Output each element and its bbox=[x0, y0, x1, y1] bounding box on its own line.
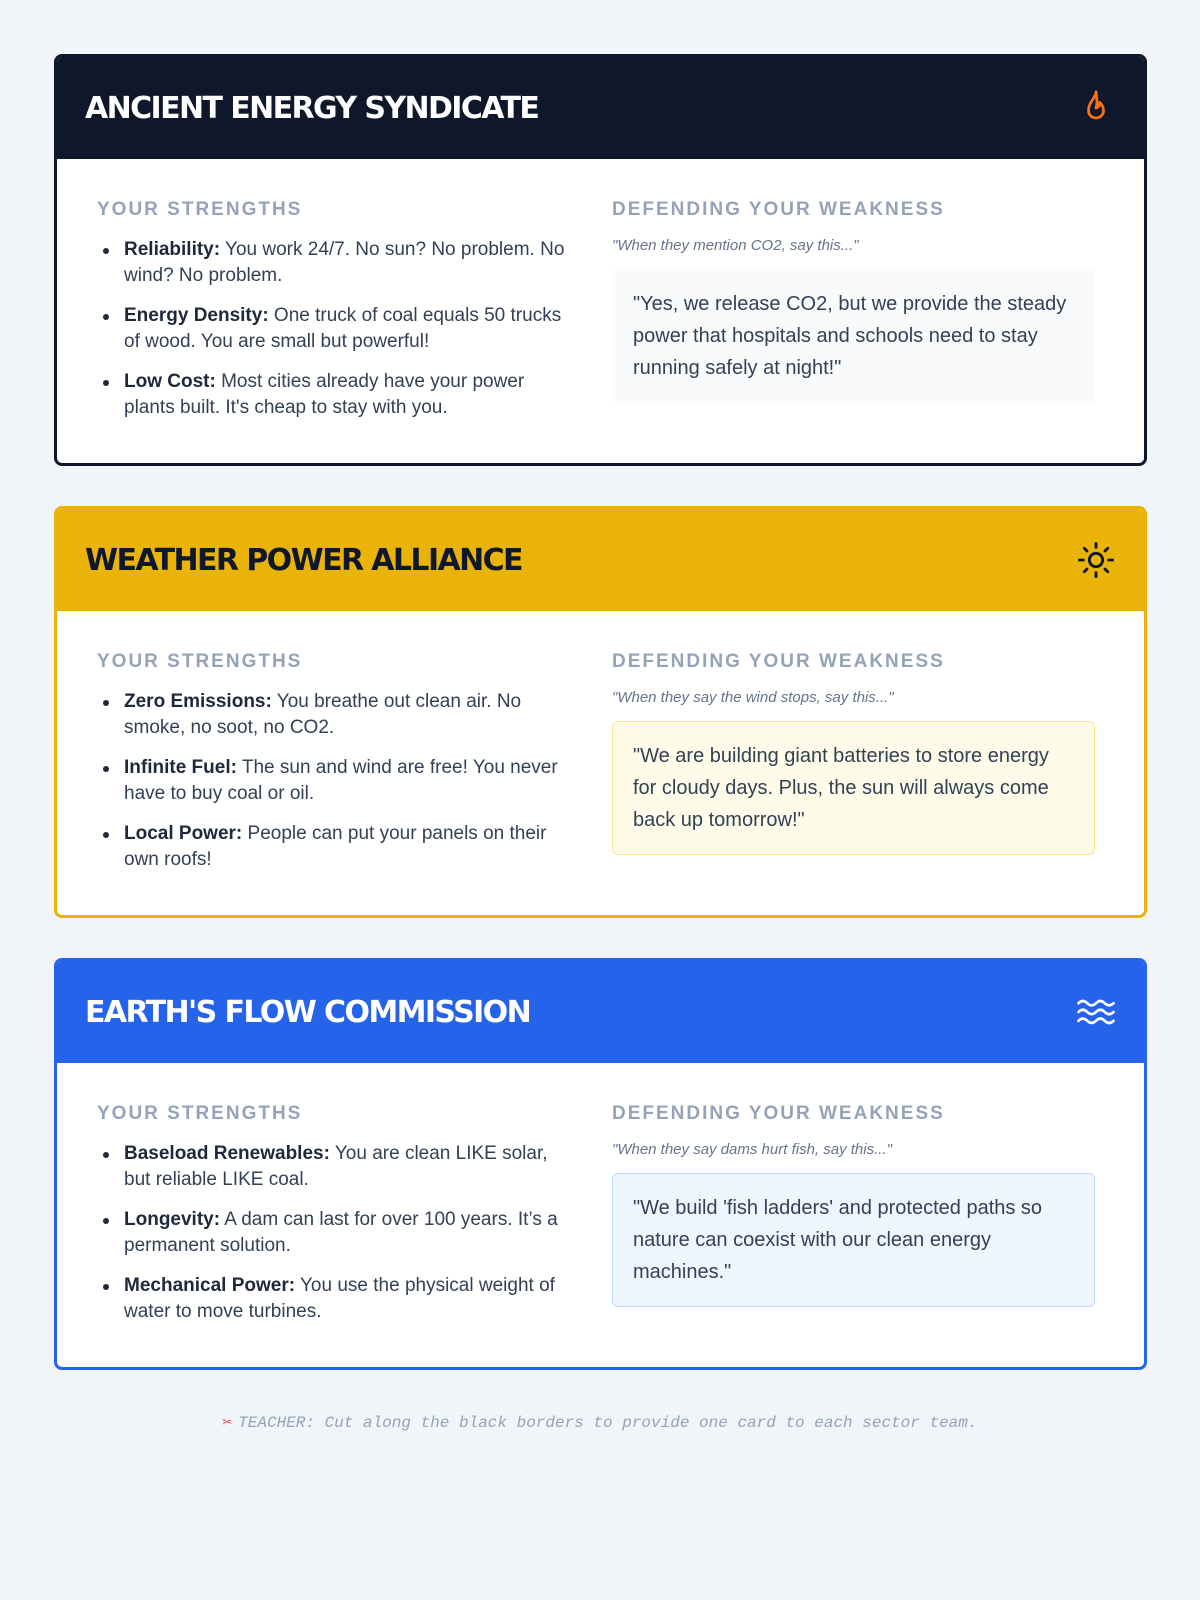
strengths-heading: YOUR STRENGTHS bbox=[97, 651, 303, 672]
weakness-prompt: "When they say dams hurt fish, say this..." bbox=[612, 1141, 892, 1158]
list-item bbox=[97, 1207, 574, 1259]
card-weather-power-alliance bbox=[54, 506, 1147, 918]
strength-text: Most cities already have your power plants built. It's cheap to stay with you. bbox=[124, 371, 525, 418]
strengths-column bbox=[97, 1103, 574, 1325]
strength-name: Mechanical Power: bbox=[124, 1275, 296, 1296]
list-item bbox=[97, 689, 574, 741]
strength-name: Zero Emissions: bbox=[124, 691, 272, 712]
card-body bbox=[57, 159, 1144, 463]
strength-text: A dam can last for over 100 years. It’s a permanent solution. bbox=[124, 1209, 558, 1256]
strengths-column bbox=[97, 651, 574, 873]
strength-text: You use the physical weight of water to move turbines. bbox=[124, 1275, 555, 1322]
card-title: WEATHER POWER ALLIANCE bbox=[85, 542, 522, 578]
card-header bbox=[57, 961, 1144, 1063]
list-item bbox=[97, 755, 574, 807]
strength-name: Local Power: bbox=[124, 823, 243, 844]
response-quote: "We are building giant batteries to store energy for cloudy days. Plus, the sun will always come back up tomorrow!" bbox=[612, 721, 1095, 855]
list-item bbox=[97, 369, 574, 421]
weakness-column bbox=[612, 651, 1095, 873]
strength-name: Longevity: bbox=[124, 1209, 221, 1230]
list-item bbox=[97, 1141, 574, 1193]
list-item bbox=[97, 1273, 574, 1325]
weakness-column bbox=[612, 1103, 1095, 1325]
strength-text: You work 24/7. No sun? No problem. No wind? No problem. bbox=[124, 239, 565, 286]
weakness-heading: DEFENDING YOUR WEAKNESS bbox=[612, 651, 945, 672]
card-title: EARTH'S FLOW COMMISSION bbox=[85, 994, 531, 1030]
weakness-prompt: "When they say the wind stops, say this..." bbox=[612, 689, 894, 706]
strength-name: Low Cost: bbox=[124, 371, 216, 392]
strengths-heading: YOUR STRENGTHS bbox=[97, 1103, 303, 1124]
strength-name: Infinite Fuel: bbox=[124, 757, 237, 778]
strength-text: You are clean LIKE solar, but reliable LIKE coal. bbox=[124, 1143, 548, 1190]
list-item bbox=[97, 303, 574, 355]
strength-text: You breathe out clean air. No smoke, no soot, no CO2. bbox=[124, 691, 522, 738]
strengths-heading: YOUR STRENGTHS bbox=[97, 199, 303, 220]
strength-text: The sun and wind are free! You never have to buy coal or oil. bbox=[124, 757, 558, 804]
strength-text: People can put your panels on their own roofs! bbox=[124, 823, 547, 870]
weakness-heading: DEFENDING YOUR WEAKNESS bbox=[612, 1103, 945, 1124]
card-body bbox=[57, 611, 1144, 915]
strength-name: Baseload Renewables: bbox=[124, 1143, 330, 1164]
card-header bbox=[57, 509, 1144, 611]
strengths-list bbox=[97, 237, 574, 421]
strength-name: Energy Density: bbox=[124, 305, 269, 326]
card-earths-flow-commission bbox=[54, 958, 1147, 1370]
list-item bbox=[97, 237, 574, 289]
list-item bbox=[97, 821, 574, 873]
flame-icon bbox=[1076, 88, 1116, 128]
weakness-heading: DEFENDING YOUR WEAKNESS bbox=[612, 199, 945, 220]
scissors-icon: ✂ bbox=[222, 1414, 233, 1432]
card-header bbox=[57, 57, 1144, 159]
weakness-column bbox=[612, 199, 1095, 421]
strengths-list bbox=[97, 1141, 574, 1325]
waves-icon bbox=[1076, 992, 1116, 1032]
sun-icon bbox=[1076, 540, 1116, 580]
response-quote: "Yes, we release CO2, but we provide the steady power that hospitals and schools need to stay running safely at night!" bbox=[612, 269, 1095, 403]
strengths-column bbox=[97, 199, 574, 421]
card-title: ANCIENT ENERGY SYNDICATE bbox=[85, 90, 539, 126]
strength-text: One truck of coal equals 50 trucks of wood. You are small but powerful! bbox=[124, 305, 562, 352]
teacher-note bbox=[0, 1412, 1200, 1432]
strengths-list bbox=[97, 689, 574, 873]
card-body bbox=[57, 1063, 1144, 1367]
weakness-prompt: "When they mention CO2, say this..." bbox=[612, 237, 859, 254]
strength-name: Reliability: bbox=[124, 239, 221, 260]
teacher-note-text: TEACHER: Cut along the black borders to provide one card to each sector team. bbox=[238, 1414, 978, 1432]
card-ancient-energy-syndicate bbox=[54, 54, 1147, 466]
response-quote: "We build 'fish ladders' and protected paths so nature can coexist with our clean energy machines." bbox=[612, 1173, 1095, 1307]
